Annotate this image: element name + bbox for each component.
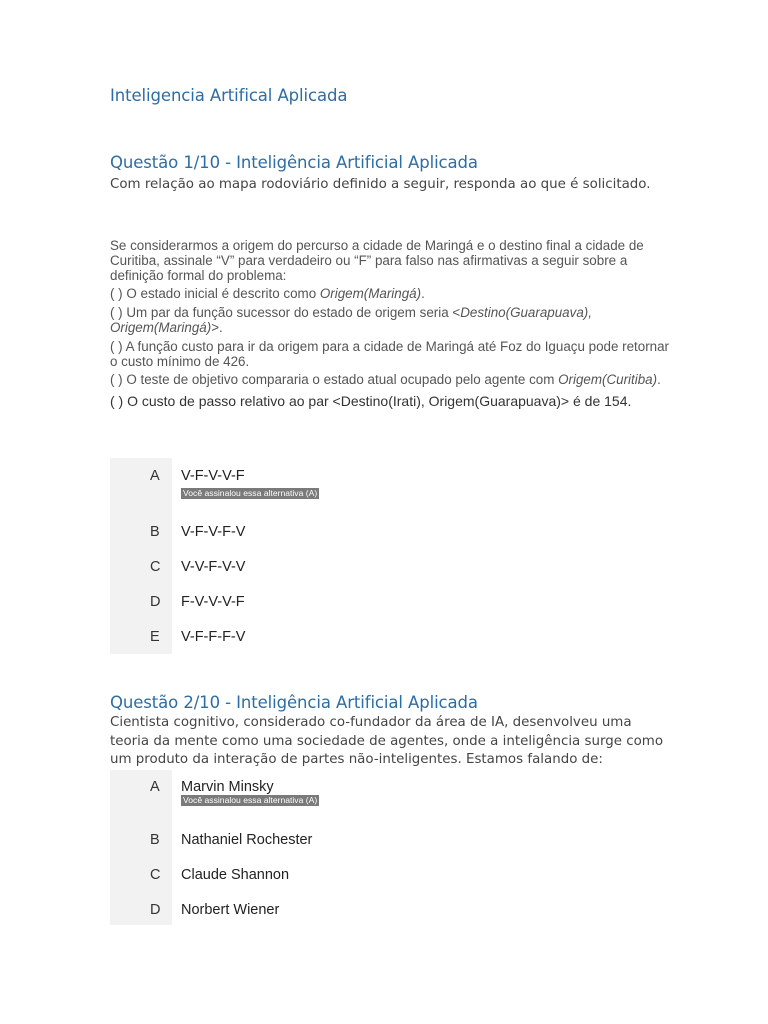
- alternative-d[interactable]: [110, 892, 670, 925]
- question-1-title: Questão 1/10 - Inteligência Artificial Aplicada: [110, 153, 478, 172]
- alternative-letter: C: [110, 857, 172, 892]
- question-2-intro: Cientista cognitivo, considerado co-fundador da área de IA, desenvolveu uma teoria da mente como uma sociedade de agentes, onde a inteligência surge como um produto da interação de partes não-inteligentes. Estamos falando de:: [110, 715, 664, 767]
- alternative-letter: B: [110, 514, 172, 549]
- alternative-letter: E: [110, 619, 172, 654]
- statement-5: ( ) O custo de passo relativo ao par <Destino(Irati), Origem(Guarapuava)> é de 154.: [110, 393, 632, 410]
- alternative-c[interactable]: [110, 857, 670, 892]
- statement-2: ( ) Um par da função sucessor do estado de origem seria <Destino(Guarapuava), Origem(Maringá)>.: [110, 305, 592, 335]
- alternative-letter: B: [110, 822, 172, 857]
- alternative-letter: A: [110, 458, 172, 514]
- alternative-text: Claude Shannon: [181, 867, 290, 883]
- statement-3: ( ) A função custo para ir da origem para a cidade de Maringá até Foz do Iguaçu pode retornar o custo mínimo de 426.: [110, 338, 670, 369]
- alternative-e[interactable]: [110, 619, 670, 654]
- alternative-b[interactable]: [110, 822, 670, 857]
- question-1-alternatives: [110, 458, 670, 654]
- alternative-d[interactable]: [110, 584, 670, 619]
- question-1-context: Se considerarmos a origem do percurso a cidade de Maringá e o destino final a cidade de Curitiba, assinale “V” para verdadeiro ou “F” para falso nas afirmativas a seguir sobre a definição formal do problema:: [110, 238, 644, 283]
- question-2-alternatives: [110, 770, 670, 925]
- alternative-letter: A: [110, 770, 172, 822]
- alternative-text: F-V-V-V-F: [181, 594, 245, 610]
- page-title: Inteligencia Artifical Aplicada: [110, 86, 348, 105]
- alternative-text: V-F-V-F-V: [181, 524, 246, 540]
- statement-4: ( ) O teste de objetivo compararia o estado atual ocupado pelo agente com Origem(Curitiba).: [110, 372, 661, 388]
- alternative-a[interactable]: [110, 458, 670, 514]
- alternative-letter: D: [110, 584, 172, 619]
- alternative-text: Nathaniel Rochester: [181, 832, 313, 848]
- alternative-text: V-F-F-F-V: [181, 629, 246, 645]
- selected-badge: Você assinalou essa alternativa (A): [183, 488, 318, 498]
- alternative-text: V-F-V-V-F: [181, 468, 245, 484]
- question-1-intro: Com relação ao mapa rodoviário definido a seguir, responda ao que é solicitado.: [110, 177, 651, 192]
- question-2-title: Questão 2/10 - Inteligência Artificial Aplicada: [110, 693, 478, 712]
- alternative-text: Norbert Wiener: [181, 902, 280, 918]
- alternative-letter: D: [110, 892, 172, 925]
- question-1-body: [110, 239, 670, 410]
- alternative-b[interactable]: [110, 514, 670, 549]
- selected-badge: Você assinalou essa alternativa (A): [183, 795, 318, 805]
- alternative-a[interactable]: [110, 770, 670, 822]
- alternative-letter: C: [110, 549, 172, 584]
- alternative-text: Marvin Minsky: [181, 779, 274, 795]
- statement-1: ( ) O estado inicial é descrito como Origem(Maringá).: [110, 286, 425, 302]
- alternative-text: V-V-F-V-V: [181, 559, 246, 575]
- alternative-c[interactable]: [110, 549, 670, 584]
